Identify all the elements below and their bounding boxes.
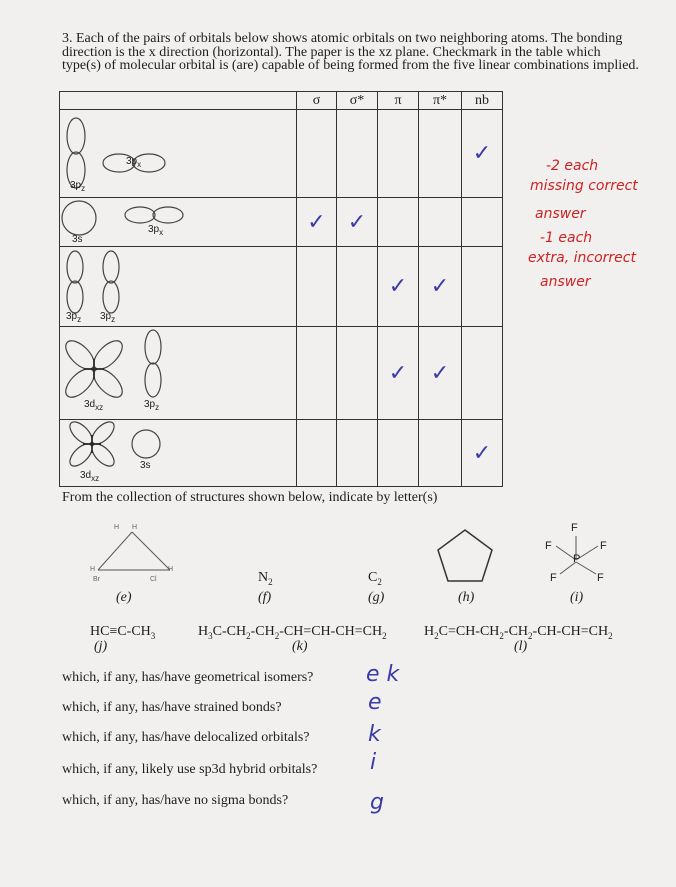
check-sigma-star	[337, 247, 378, 327]
orbital-table	[59, 91, 503, 487]
orbital-diagram-cell	[60, 247, 297, 327]
answer-no-sigma-bonds: g	[370, 790, 384, 815]
check-sigma	[297, 327, 337, 420]
header-pi-star: π*	[419, 92, 462, 110]
question-no-sigma-bonds: which, if any, has/have no sigma bonds?	[62, 793, 289, 808]
check-pi	[378, 110, 419, 198]
orbital-diagram-cell	[60, 420, 297, 487]
check-nb	[462, 247, 503, 327]
right-orbital-label: $3p_z$	[100, 311, 116, 324]
left-orbital-label: $3p_z$	[70, 180, 86, 193]
left-orbital-label: $3d_{xz}$	[84, 399, 104, 412]
grading-note-line: extra, incorrect	[528, 250, 636, 266]
structure-label: (e)	[116, 590, 132, 605]
orbital-diagram	[60, 247, 296, 326]
structure-label: (j)	[94, 639, 108, 654]
check-pi	[378, 420, 419, 487]
atom-f: F	[571, 522, 578, 534]
formula-n2: $N_2$	[258, 570, 273, 587]
atom-f: F	[545, 540, 552, 552]
structure-label: (f)	[258, 590, 272, 605]
left-orbital-label: $3d_{xz}$	[80, 470, 100, 483]
atom-h: H	[114, 524, 120, 531]
atom-p: P	[573, 553, 581, 565]
structure-label: (k)	[292, 639, 308, 654]
orbital-diagram-cell	[60, 110, 297, 198]
grading-note-line: answer	[535, 206, 586, 222]
check-nb	[462, 327, 503, 420]
check-pi	[378, 198, 419, 247]
question-text: 3. Each of the pairs of orbitals below shows atomic orbitals on two neighboring atoms. The bonding direction is the x direction (horizontal). The paper is the xz plane. Checkmark in the table which type(s) of molecular orbital is (are) capable of being formed from the five linear combinations implied.	[62, 31, 639, 73]
check-sigma-star: ✓	[337, 198, 378, 247]
formula-k: $H_3C-CH_2-CH_2-CH=CH-CH=CH_2$	[198, 624, 387, 641]
orbital-diagram	[60, 198, 296, 246]
check-pi: ✓	[378, 327, 419, 420]
formula-j: $HC\equiv C-CH_3$	[90, 624, 156, 641]
cyclopentane-ring	[432, 524, 502, 586]
orbital-diagram	[60, 110, 296, 197]
structure-label: (g)	[368, 590, 385, 605]
table-row	[60, 198, 503, 247]
atom-h: H	[168, 566, 174, 573]
check-pi: ✓	[378, 247, 419, 327]
structures-prompt: From the collection of structures shown below, indicate by letter(s)	[62, 490, 438, 505]
answer-sp3d-hybrid: i	[370, 750, 377, 775]
check-sigma	[297, 247, 337, 327]
check-sigma-star	[337, 110, 378, 198]
check-sigma-star	[337, 420, 378, 487]
check-nb: ✓	[462, 420, 503, 487]
check-nb: ✓	[462, 110, 503, 198]
right-orbital-label: $3p_x$	[126, 156, 142, 169]
atom-f: F	[550, 572, 557, 584]
structure-label: (i)	[570, 590, 584, 605]
answer-delocalized-orbitals: k	[368, 722, 381, 747]
atom-h: H	[132, 524, 138, 531]
atom-f: F	[600, 540, 607, 552]
grading-note-line: -1 each	[540, 230, 593, 246]
grading-note-line: answer	[540, 274, 591, 290]
question-geometrical-isomers: which, if any, has/have geometrical isomers?	[62, 670, 314, 685]
check-pi-star: ✓	[419, 247, 462, 327]
atom-f: F	[597, 572, 604, 584]
check-pi-star	[419, 198, 462, 247]
formula-c2: $C_2$	[368, 570, 382, 587]
check-pi-star	[419, 110, 462, 198]
atom-br: Br	[93, 576, 100, 583]
left-orbital-label: $3p_z$	[66, 311, 82, 324]
check-sigma	[297, 110, 337, 198]
structure-label: (l)	[514, 639, 528, 654]
structure-e-drawing	[90, 524, 180, 586]
question-sp3d-hybrid: which, if any, likely use sp3d hybrid orbitals?	[62, 762, 318, 777]
header-blank	[60, 92, 297, 110]
check-sigma: ✓	[297, 198, 337, 247]
right-orbital-label: $3p_x$	[148, 224, 164, 237]
table-row	[60, 110, 503, 198]
check-sigma-star	[337, 327, 378, 420]
atom-h: H	[90, 566, 96, 573]
orbital-diagram-cell	[60, 327, 297, 420]
check-sigma	[297, 420, 337, 487]
table-header-row	[60, 92, 503, 110]
formula-l: $H_2C=CH-CH_2-CH_2-CH-CH=CH_2$	[424, 624, 613, 641]
header-nb: nb	[462, 92, 503, 110]
left-orbital-label: 3s	[72, 234, 83, 245]
table-row	[60, 247, 503, 327]
right-orbital-label: 3s	[140, 460, 151, 471]
check-pi-star: ✓	[419, 327, 462, 420]
atom-cl: Cl	[150, 576, 157, 583]
grading-note-line: -2 each	[546, 158, 599, 174]
check-pi-star	[419, 420, 462, 487]
question-strained-bonds: which, if any, has/have strained bonds?	[62, 700, 282, 715]
grading-note-line: missing correct	[530, 178, 638, 194]
orbital-diagram-cell	[60, 198, 297, 247]
table-row	[60, 420, 503, 487]
header-pi: π	[378, 92, 419, 110]
structure-label: (h)	[458, 590, 475, 605]
question-delocalized-orbitals: which, if any, has/have delocalized orbitals?	[62, 730, 310, 745]
header-sigma: σ	[297, 92, 337, 110]
answer-strained-bonds: e	[368, 690, 382, 715]
right-orbital-label: $3p_z$	[144, 399, 160, 412]
table-row	[60, 327, 503, 420]
answer-geometrical-isomers: e k	[366, 662, 400, 687]
check-nb	[462, 198, 503, 247]
header-sigma-star: σ*	[337, 92, 378, 110]
